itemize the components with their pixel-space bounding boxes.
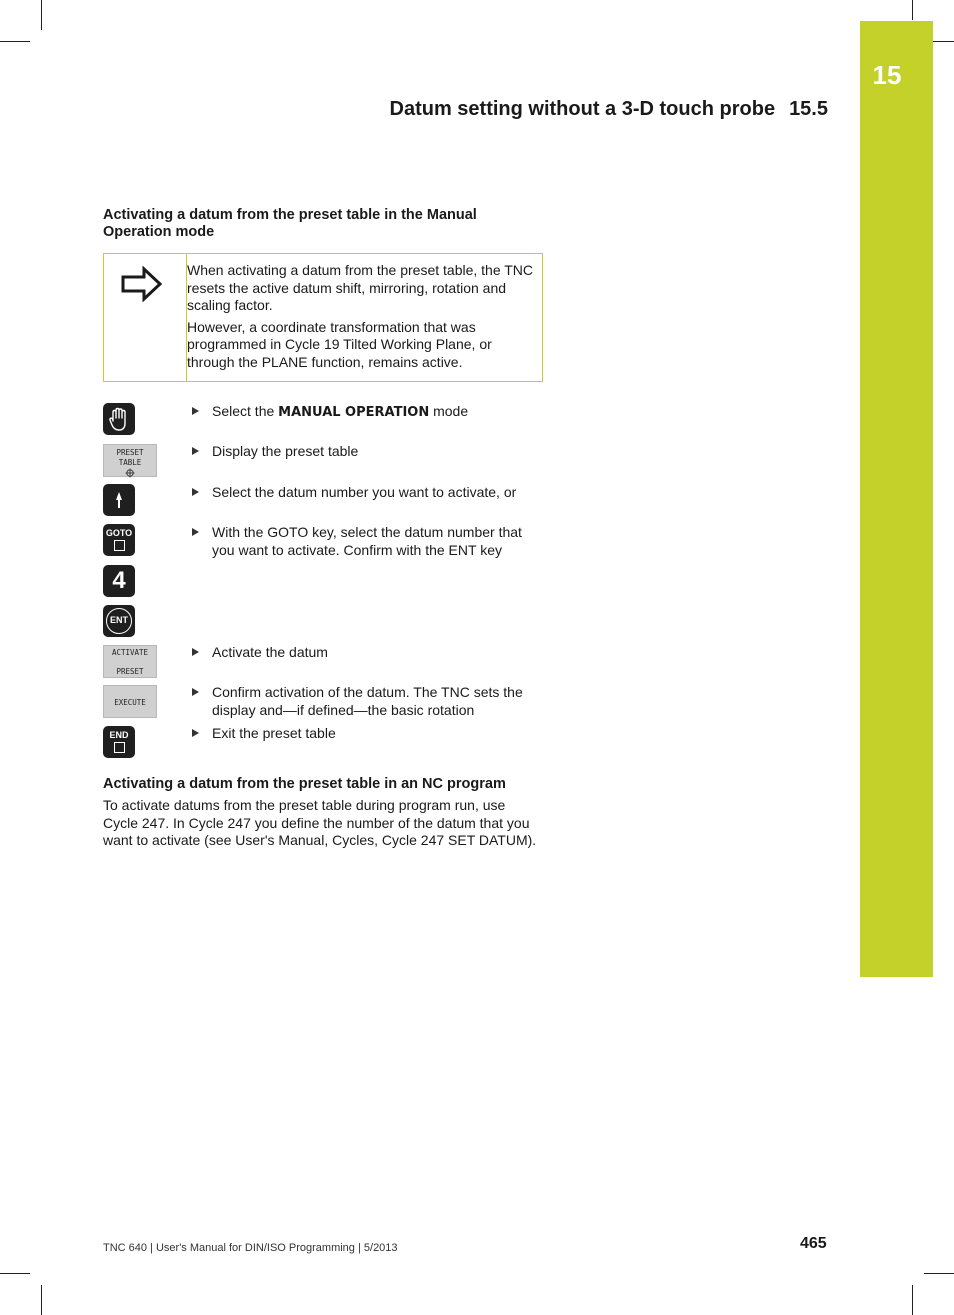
section2-heading: Activating a datum from the preset table in an NC program xyxy=(103,776,506,792)
square-icon xyxy=(114,742,125,753)
crop-mark xyxy=(924,1273,954,1274)
step-activate-datum xyxy=(192,644,542,662)
section2-body: To activate datums from the preset table during program run, use Cycle 247. In Cycle 247 you define the number of the datum that you want to activate (see User's Manual, Cycles, Cycle 247 SET DATUM). xyxy=(103,797,537,848)
section-title: Datum setting without a 3-D touch probe xyxy=(389,98,776,120)
bullet-triangle-icon xyxy=(192,648,199,656)
step-text: Exit the preset table xyxy=(212,725,336,741)
manual-operation-key[interactable] xyxy=(103,403,135,435)
crop-mark xyxy=(912,0,913,20)
crop-mark xyxy=(912,1285,913,1315)
softkey-label-line1: ACTIVATE xyxy=(111,648,149,657)
crop-mark xyxy=(0,41,30,42)
note-text xyxy=(187,262,537,375)
ent-key-label: ENT xyxy=(106,608,132,634)
step-goto-key xyxy=(192,524,542,559)
activate-preset-softkey[interactable] xyxy=(103,645,157,678)
step-text: Select the xyxy=(212,403,279,419)
note-paragraph: When activating a datum from the preset table, the TNC resets the active datum shift, mirroring, rotation and scaling factor. xyxy=(187,262,534,313)
bullet-triangle-icon xyxy=(192,488,199,496)
step-text: Activate the datum xyxy=(212,644,328,660)
step-text: Select the datum number you want to activate, or xyxy=(212,484,517,500)
step-text: With the GOTO key, select the datum number that you want to activate. Confirm with the ENT key xyxy=(212,524,522,558)
softkey-label-line2: PRESET xyxy=(116,667,144,676)
manual-operation-keyword: MANUAL OPERATION xyxy=(278,405,430,420)
section-header xyxy=(390,98,828,121)
chapter-tab xyxy=(860,21,933,977)
chapter-number: 15 xyxy=(872,60,902,90)
note-box xyxy=(103,253,543,382)
datum-symbol-icon xyxy=(124,468,136,478)
step-exit-preset-table xyxy=(192,725,542,743)
goto-key-label: GOTO xyxy=(105,528,133,538)
step-confirm-activation xyxy=(192,684,542,719)
softkey-label-line2: TABLE xyxy=(118,458,142,467)
softkey-label-line1: PRESET xyxy=(116,448,144,457)
section1-heading xyxy=(103,207,477,241)
bullet-triangle-icon xyxy=(192,447,199,455)
step-select-datum-number xyxy=(192,484,542,502)
step-display-preset-table xyxy=(192,443,542,461)
crop-mark xyxy=(41,1285,42,1315)
step-text: Confirm activation of the datum. The TNC sets the display and—if defined—the basic rotation xyxy=(212,684,523,718)
arrow-up-key[interactable] xyxy=(103,484,135,516)
execute-softkey[interactable]: EXECUTE xyxy=(103,685,157,718)
hand-icon xyxy=(103,403,135,435)
crop-mark xyxy=(0,1273,30,1274)
step-select-manual-operation xyxy=(192,403,542,422)
end-key[interactable] xyxy=(103,726,135,758)
section1-heading-line2: Operation mode xyxy=(103,224,215,240)
arrow-up-icon xyxy=(103,484,135,516)
page-number: 465 xyxy=(800,1235,827,1252)
bullet-triangle-icon xyxy=(192,528,199,536)
note-paragraph: However, a coordinate transformation that was programmed in Cycle 19 Tilted Working Plane, or through the PLANE function, remains active. xyxy=(187,318,492,370)
step-text: mode xyxy=(429,403,469,419)
bullet-triangle-icon xyxy=(192,729,199,737)
bullet-triangle-icon xyxy=(192,407,199,415)
crop-mark xyxy=(41,0,42,30)
goto-key[interactable] xyxy=(103,524,135,556)
end-key-label: END xyxy=(109,730,129,740)
digit-4-key[interactable]: 4 xyxy=(103,565,135,597)
section-number: 15.5 xyxy=(789,98,828,120)
bullet-triangle-icon xyxy=(192,688,199,696)
footer-text: TNC 640 | User's Manual for DIN/ISO Programming | 5/2013 xyxy=(103,1242,398,1254)
ent-key[interactable] xyxy=(103,605,135,637)
step-text: Display the preset table xyxy=(212,443,359,459)
arrow-right-icon xyxy=(120,266,164,302)
preset-table-softkey[interactable] xyxy=(103,444,157,477)
square-icon xyxy=(114,540,125,551)
section1-heading-line1: Activating a datum from the preset table in the Manual xyxy=(103,207,477,223)
